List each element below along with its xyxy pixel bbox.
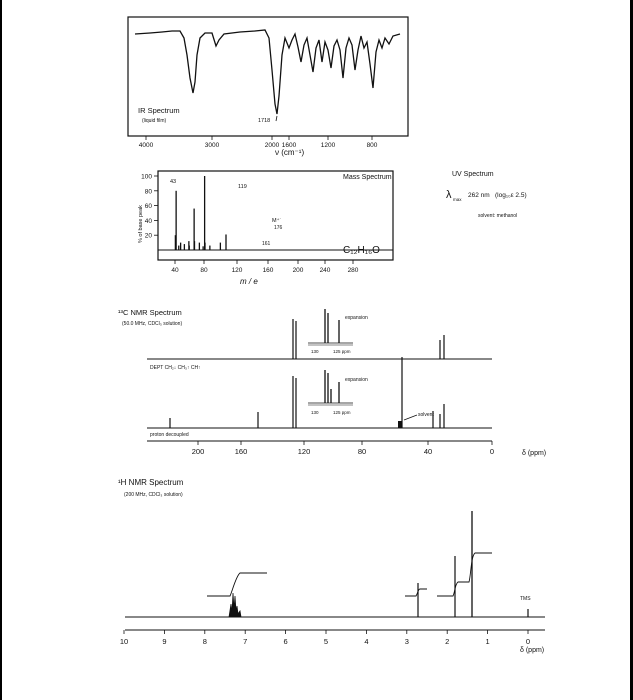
h1-integral-1-7 bbox=[437, 582, 468, 596]
ms-x-tick-label: 40 bbox=[171, 267, 179, 274]
c13-decoupled-expansion-tick: 125 ppm bbox=[333, 410, 351, 415]
c13-decoupled-expansion-tick: 130 bbox=[311, 410, 319, 415]
ms-x-tick-label: 80 bbox=[200, 267, 208, 274]
ir-x-tick-label: 3000 bbox=[204, 142, 220, 149]
h1-x-tick-label: 0 bbox=[525, 637, 531, 646]
c13-x-unit: δ (ppm) bbox=[522, 450, 547, 457]
c13-x-tick-label: 200 bbox=[191, 447, 205, 456]
c13-dept-label: DEPT CH₂↓ CH₃↑ CH↑ bbox=[150, 365, 201, 371]
h1-title: ¹H NMR Spectrum bbox=[118, 478, 184, 487]
c13-x-tick-label: 40 bbox=[423, 447, 433, 456]
ms-x-tick-label: 240 bbox=[319, 267, 331, 274]
c13-x-ticks bbox=[192, 441, 494, 456]
c13-decoupled-expansion bbox=[308, 370, 368, 415]
h1-x-ticks bbox=[120, 630, 530, 646]
ms-x-tick-label: 160 bbox=[262, 267, 274, 274]
ms-peak-161-label: 161 bbox=[262, 241, 271, 247]
h1-aromatic-multiplet bbox=[229, 593, 241, 617]
h1-x-tick-label: 7 bbox=[243, 637, 248, 646]
c13-x-tick-label: 80 bbox=[357, 447, 367, 456]
h1-x-tick-label: 1 bbox=[485, 637, 490, 646]
h1-x-tick-label: 4 bbox=[364, 637, 369, 646]
ms-y-tick-label: 40 bbox=[144, 217, 152, 225]
c13-solvent-arrow bbox=[404, 415, 417, 420]
ir-x-tick-label: 4000 bbox=[138, 142, 154, 149]
ir-x-tick-label: 1200 bbox=[320, 142, 336, 149]
h1-x-tick-label: 6 bbox=[283, 637, 288, 646]
c13-x-tick-label: 120 bbox=[297, 447, 311, 456]
c13-dept-expansion-label: expansion bbox=[345, 315, 368, 321]
ms-molecular-ion-label: M⁺˙ bbox=[272, 218, 282, 224]
h1-integral-1-3 bbox=[460, 553, 492, 582]
ms-y-tick-label: 100 bbox=[141, 173, 152, 181]
ms-bars bbox=[158, 176, 393, 250]
uv-lambda: λ bbox=[446, 189, 452, 201]
ir-x-label: ν (cm⁻¹) bbox=[275, 148, 305, 157]
c13-panel bbox=[118, 308, 546, 457]
c13-decoupled-label: proton decoupled bbox=[150, 432, 189, 438]
ms-formula: C₁₂H₁₆O bbox=[343, 245, 380, 256]
ir-title: IR Spectrum bbox=[138, 106, 180, 115]
c13-decoupled-expansion-label: expansion bbox=[345, 377, 368, 383]
ir-x-ticks bbox=[139, 136, 378, 149]
uv-lambda-sub: max bbox=[453, 197, 462, 202]
c13-dept-expansion-tick: 125 ppm bbox=[333, 349, 351, 354]
ms-panel bbox=[138, 171, 393, 286]
c13-x-tick-label: 0 bbox=[489, 447, 495, 456]
h1-x-tick-label: 5 bbox=[323, 637, 329, 646]
h1-x-tick-label: 2 bbox=[445, 637, 450, 646]
ir-x-tick-label: 2000 bbox=[264, 142, 280, 149]
ms-y-label: % of base peak bbox=[138, 205, 144, 243]
ms-y-tick-label: 20 bbox=[144, 232, 152, 240]
h1-x-tick-label: 9 bbox=[162, 637, 167, 646]
ms-peak-119-label: 119 bbox=[238, 184, 247, 190]
h1-x-tick-label: 8 bbox=[202, 637, 207, 646]
ms-y-tick-label: 80 bbox=[144, 188, 152, 196]
h1-panel bbox=[118, 478, 545, 654]
h1-integral-2-6 bbox=[405, 589, 427, 596]
ir-x-tick-label: 1600 bbox=[281, 142, 297, 149]
ir-subtitle: (liquid film) bbox=[142, 118, 167, 124]
uv-panel bbox=[446, 171, 527, 219]
c13-subtitle: (50.0 MHz, CDCl₃ solution) bbox=[122, 321, 183, 327]
uv-value: 262 nm bbox=[468, 192, 490, 199]
ms-x-tick-label: 280 bbox=[347, 267, 359, 274]
ir-panel bbox=[128, 17, 408, 157]
c13-solvent-label: solvent bbox=[418, 412, 434, 418]
ms-peak-43-label: 43 bbox=[170, 179, 177, 185]
h1-tms-label: TMS bbox=[520, 596, 531, 602]
h1-subtitle: (200 MHz, CDCl₃ solution) bbox=[124, 492, 183, 498]
uv-log-epsilon: (log₁₀ε 2.5) bbox=[495, 192, 527, 199]
ir-trace bbox=[135, 30, 400, 114]
ir-x-tick-label: 800 bbox=[366, 142, 378, 149]
ms-y-tick-label: 60 bbox=[144, 203, 152, 211]
c13-dept-expansion-tick: 130 bbox=[311, 349, 319, 354]
uv-title: UV Spectrum bbox=[452, 171, 494, 178]
ms-x-tick-label: 120 bbox=[231, 267, 243, 274]
ms-molecular-ion-value: 176 bbox=[274, 225, 283, 231]
ms-x-ticks bbox=[171, 260, 358, 274]
h1-x-tick-label: 3 bbox=[404, 637, 409, 646]
ms-x-tick-label: 200 bbox=[292, 267, 304, 274]
h1-x-tick-label: 10 bbox=[119, 637, 129, 646]
c13-title: ¹³C NMR Spectrum bbox=[118, 308, 182, 317]
ir-peak-arrow bbox=[276, 116, 277, 121]
ir-peak-label: 1718 bbox=[258, 118, 271, 124]
c13-x-tick-label: 160 bbox=[234, 447, 248, 456]
ms-x-label: m / e bbox=[240, 277, 258, 286]
h1-x-unit: δ (ppm) bbox=[520, 647, 545, 654]
h1-integral-aromatic bbox=[207, 573, 267, 596]
ms-title: Mass Spectrum bbox=[343, 174, 392, 181]
c13-dept-expansion bbox=[308, 309, 368, 354]
uv-solvent: solvent: methanol bbox=[478, 213, 518, 219]
